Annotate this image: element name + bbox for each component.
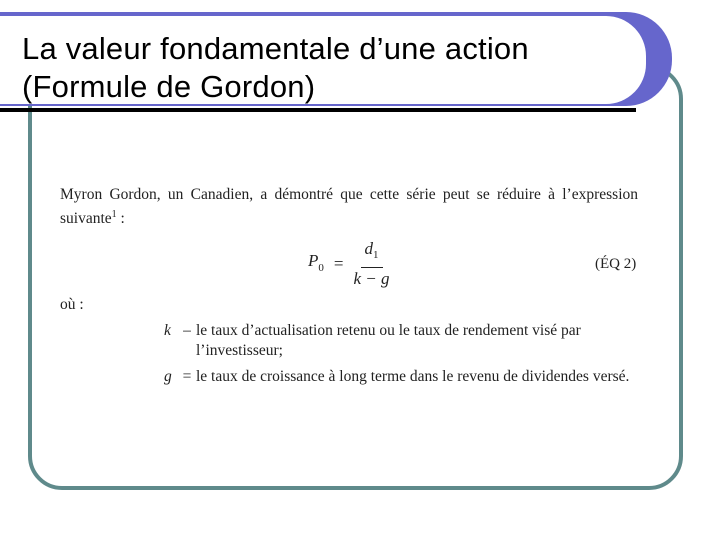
footnote-marker: 1 [111, 209, 117, 220]
definition-text: le taux de croissance à long terme dans le revenu de dividendes versé. [196, 368, 630, 385]
slide-title-line-2: (Formule de Gordon) [22, 69, 316, 104]
intro-paragraph [60, 185, 638, 229]
definition-dash: = [182, 368, 192, 385]
intro-colon: : [116, 210, 125, 227]
equals-sign: = [333, 254, 344, 273]
slide-title [22, 30, 529, 106]
definition-symbol: g [164, 368, 172, 385]
scanned-document-excerpt [60, 185, 640, 385]
equation-reference: (ÉQ 2) [595, 256, 637, 272]
fraction-numerator [361, 239, 383, 268]
title-band [0, 12, 672, 106]
definition-text: le taux d’actualisation retenu ou le taux de rendement visé par l’investisseur; [196, 322, 581, 359]
definition-symbol: k [164, 322, 171, 339]
title-band-inner [0, 16, 646, 104]
lhs-subscript: 0 [318, 261, 324, 274]
definition-dash: – [183, 322, 191, 339]
lhs-symbol: P [308, 250, 319, 270]
equation-formula [308, 239, 390, 288]
fraction-denominator: k − g [353, 269, 390, 288]
where-label: où : [60, 296, 84, 313]
definition-row-k [164, 321, 634, 361]
gordon-equation [60, 240, 640, 290]
numerator-symbol: d [364, 239, 373, 258]
numerator-subscript: 1 [373, 249, 379, 261]
equation-lhs [308, 251, 324, 278]
definition-list [164, 321, 634, 393]
equation-fraction [353, 239, 389, 289]
title-underline [0, 108, 636, 112]
slide-title-line-1: La valeur fondamentale d’une action [22, 31, 529, 66]
definition-row-g [164, 367, 634, 387]
intro-text: Myron Gordon, un Canadien, a démontré que cette série peut se réduire à l’expression suivante [60, 186, 638, 227]
